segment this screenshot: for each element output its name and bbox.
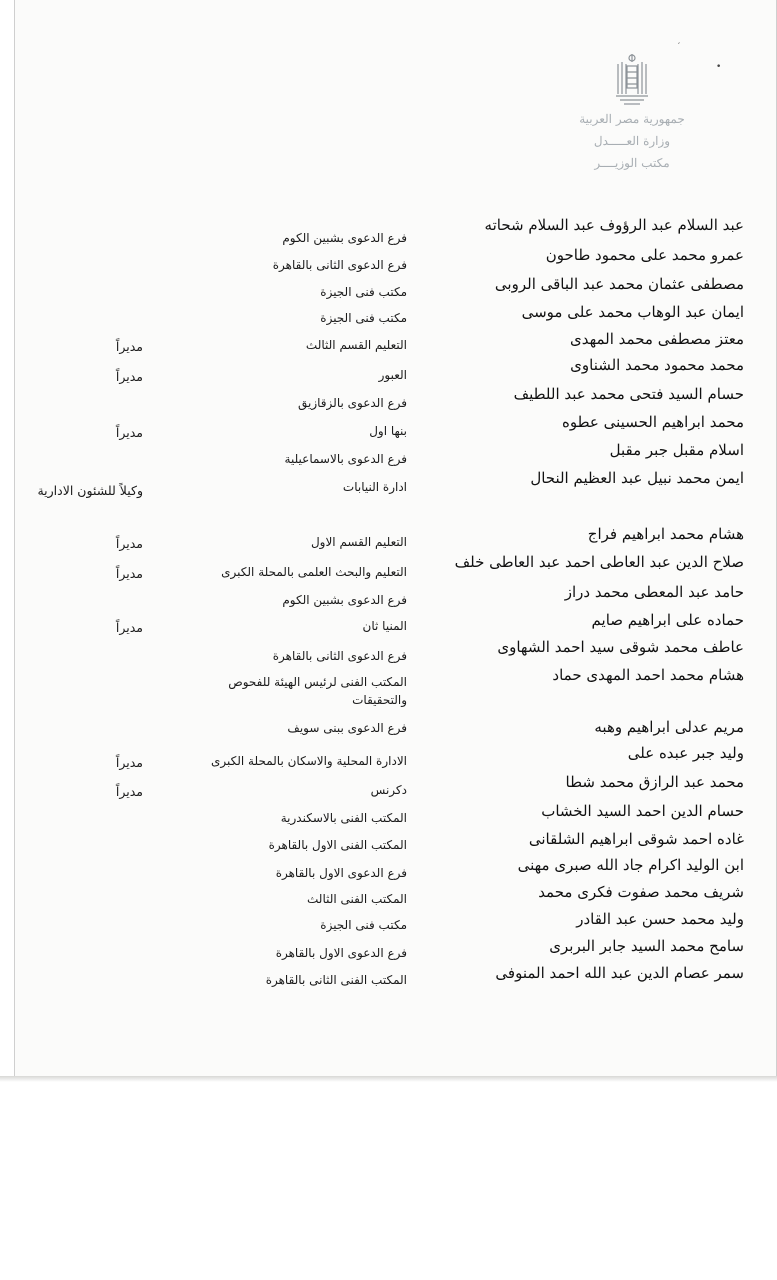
office-name: المكتب الفنى لرئيس الهيئة للفحوص والتحقيقات bbox=[228, 675, 407, 707]
person-name: عبد السلام عبد الرؤوف عبد السلام شحاته bbox=[484, 216, 744, 234]
person-name: حسام الدين احمد السيد الخشاب bbox=[541, 802, 744, 820]
office-name: فرع الدعوى بالزقازيق bbox=[298, 396, 407, 410]
letterhead-ministry: وزارة العـــــدل bbox=[593, 134, 671, 148]
position-title: مديراً bbox=[115, 425, 143, 440]
office-name: مكتب فنى الجيزة bbox=[320, 285, 407, 299]
person-name: عمرو محمد على محمود طاحون bbox=[545, 246, 744, 264]
office-name: المكتب الفنى الثانى بالقاهرة bbox=[265, 973, 407, 987]
office-name: فرع الدعوى بشبين الكوم bbox=[282, 593, 407, 607]
person-name: محمد محمود محمد الشناوى bbox=[570, 356, 744, 374]
person-name: مصطفى عثمان محمد عبد الباقى الروبى bbox=[494, 275, 744, 293]
person-name: صلاح الدين عبد العاطى احمد عبد العاطى خلف bbox=[454, 553, 744, 571]
office-name: الادارة المحلية والاسكان بالمحلة الكبرى bbox=[210, 754, 407, 768]
office-name: فرع الدعوى الاول بالقاهرة bbox=[275, 946, 407, 960]
position-title: وكيلاً للشئون الادارية bbox=[37, 483, 143, 498]
letterhead-country: جمهورية مصر العربية bbox=[579, 112, 685, 126]
person-name: حماده على ابراهيم صايم bbox=[591, 611, 744, 629]
position-title: مديراً bbox=[115, 566, 143, 581]
person-name: ايمان عبد الوهاب محمد على موسى bbox=[521, 303, 744, 321]
office-name: فرع الدعوى الثانى بالقاهرة bbox=[272, 649, 407, 663]
person-name: هشام محمد احمد المهدى حماد bbox=[552, 666, 744, 684]
ministry-letterhead bbox=[552, 50, 712, 174]
list-item bbox=[0, 478, 777, 502]
person-name: وليد محمد حسن عبد القادر bbox=[576, 910, 744, 928]
list-item bbox=[0, 719, 777, 743]
person-name: سمر عصام الدين عبد الله احمد المنوفى bbox=[495, 964, 744, 982]
letterhead-office: مكتب الوزيــــر bbox=[594, 156, 670, 170]
person-name: غاده احمد شوقى ابراهيم الشلقانى bbox=[528, 830, 744, 848]
person-name: ايمن محمد نبيل عبد العظيم النحال bbox=[530, 469, 744, 487]
person-name: مريم عدلى ابراهيم وهبه bbox=[594, 718, 744, 736]
office-name: فرع الدعوى بالاسماعيلية bbox=[284, 452, 407, 466]
office-name: التعليم القسم الثالث bbox=[305, 338, 407, 352]
list-item bbox=[0, 971, 777, 995]
person-name: حسام السيد فتحى محمد عبد اللطيف bbox=[513, 385, 744, 403]
page-bottom-edge bbox=[0, 1076, 777, 1082]
office-name: التعليم القسم الاول bbox=[310, 535, 407, 549]
person-name: وليد جبر عبده على bbox=[627, 744, 744, 762]
office-name: فرع الدعوى الاول بالقاهرة bbox=[275, 866, 407, 880]
position-title: مديراً bbox=[115, 620, 143, 635]
office-name: فرع الدعوى ببنى سويف bbox=[287, 721, 407, 735]
office-name: المكتب الفنى الاول بالقاهرة bbox=[268, 838, 407, 852]
office-name: مكتب فنى الجيزة bbox=[320, 918, 407, 932]
office-name: ادارة النيابات bbox=[342, 480, 407, 494]
office-name: دكرنس bbox=[370, 783, 407, 797]
person-name: معتز مصطفى محمد المهدى bbox=[569, 330, 744, 348]
position-title: مديراً bbox=[115, 369, 143, 384]
scan-speck: ′ bbox=[678, 42, 681, 52]
position-title: مديراً bbox=[115, 339, 143, 354]
office-name: مكتب فنى الجيزة bbox=[320, 311, 407, 325]
person-name: شريف محمد صفوت فكرى محمد bbox=[538, 883, 744, 901]
person-name: سامح محمد السيد جابر البربرى bbox=[549, 937, 744, 955]
eagle-emblem-icon bbox=[610, 50, 654, 108]
position-title: مديراً bbox=[115, 755, 143, 770]
office-name: العبور bbox=[378, 368, 407, 382]
office-name: بنها اول bbox=[369, 424, 407, 438]
office-name: التعليم والبحث العلمى بالمحلة الكبرى bbox=[221, 565, 407, 579]
person-name: هشام محمد ابراهيم فراج bbox=[587, 525, 744, 543]
office-name: فرع الدعوى الثانى بالقاهرة bbox=[272, 258, 407, 272]
person-name: اسلام مقبل جبر مقبل bbox=[609, 441, 744, 459]
person-name: محمد ابراهيم الحسينى عطوه bbox=[562, 413, 744, 431]
list-item bbox=[0, 673, 777, 707]
position-title: مديراً bbox=[115, 784, 143, 799]
office-name: المكتب الفنى بالاسكندرية bbox=[280, 811, 407, 825]
scan-speck: • bbox=[716, 62, 722, 72]
person-name: حامد عبد المعطى محمد دراز bbox=[564, 583, 744, 601]
office-name: فرع الدعوى بشبين الكوم bbox=[282, 231, 407, 245]
position-title: مديراً bbox=[115, 536, 143, 551]
person-name: عاطف محمد شوقى سيد احمد الشهاوى bbox=[497, 638, 744, 656]
office-name: المنيا ثان bbox=[362, 619, 407, 633]
person-name: محمد عبد الرازق محمد شطا bbox=[565, 773, 744, 791]
person-name: ابن الوليد اكرام جاد الله صبرى مهنى bbox=[517, 856, 744, 874]
office-name: المكتب الفنى الثالث bbox=[307, 892, 407, 906]
